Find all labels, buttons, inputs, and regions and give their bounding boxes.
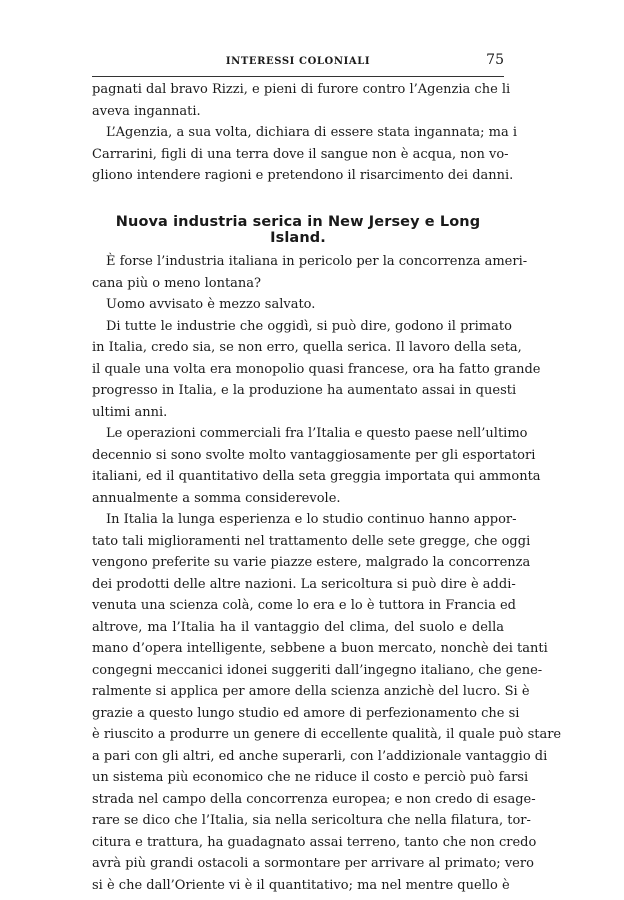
text-line: È forse l’industria italiana in pericolo per la concorrenza ameri- [106, 254, 528, 269]
text-line: Carrarini, figli di una terra dove il sangue non è acqua, non vo- [92, 146, 509, 162]
text-line: vengono preferite su varie piazze estere, malgrado la concorrenza [92, 555, 531, 570]
text-line: ralmente si applica per amore della scienza anzichè del lucro. Si è [92, 684, 530, 699]
text-line: annualmente a somma considerevole. [92, 490, 341, 506]
text-line: rare se dico che l’Italia, sia nella sericoltura che nella filatura, tor- [92, 813, 531, 828]
page-number: 75 [486, 52, 504, 68]
text-line: altrove, ma l’Italia ha il vantaggio del clima, del suolo e della [92, 619, 504, 635]
text-line: pagnati dal bravo Rizzi, e pieni di furore contro l’Agenzia che li [92, 82, 511, 97]
text-line: Le operazioni commerciali fra l’Italia e questo paese nell’ultimo [106, 426, 528, 441]
text-line: decennio si sono svolte molto vantaggiosamente per gli esportatori [92, 447, 536, 463]
text-line: In Italia la lunga esperienza e lo studio continuo hanno appor- [106, 512, 517, 527]
text-line: è riuscito a produrre un genere di eccellente qualità, il quale può stare [92, 727, 562, 742]
text-line: strada nel campo della concorrenza europea; e non credo di esage- [92, 791, 536, 807]
text-line: tato tali miglioramenti nel trattamento delle sete gregge, che oggi [92, 533, 531, 549]
text-line: cana più o meno lontana? [92, 275, 262, 291]
header-rule [92, 76, 504, 77]
text-line: Di tutte le industrie che oggidì, si può dire, godono il primato [106, 318, 512, 334]
text-line: il quale una volta era monopolio quasi francese, ora ha fatto grande [92, 361, 541, 377]
text-line: in Italia, credo sia, se non erro, quella serica. Il lavoro della seta, [92, 340, 522, 355]
text-line: congegni meccanici idonei suggeriti dall’ingegno italiano, che gene- [92, 662, 543, 678]
text-line: si è che dall’Oriente vi è il quantitativo; ma nel mentre quello è [92, 877, 510, 893]
text-line: un sistema più economico che ne riduce il costo e perciò può farsi [92, 770, 529, 785]
text-line: venuta una scienza colà, come lo era e lo è tuttora in Francia ed [92, 598, 516, 613]
text-line: avrà più grandi ostacoli a sormontare per arrivare al primato; vero [92, 856, 534, 871]
running-title: INTERESSI COLONIALI [225, 56, 371, 67]
text-line: L’Agenzia, a sua volta, dichiara di essere stata ingannata; ma i [106, 125, 518, 140]
text-line: progresso in Italia, e la produzione ha aumentato assai in questi [92, 383, 517, 398]
text-line: mano d’opera intelligente, sebbene a buon mercato, nonchè dei tanti [92, 641, 548, 656]
text-line: citura e trattura, ha guadagnato assai terreno, tanto che non credo [92, 834, 537, 850]
text-line: aveva ingannati. [92, 103, 201, 119]
preceding-paragraphs [92, 79, 518, 187]
text-line: Uomo avvisato è mezzo salvato. [106, 297, 316, 312]
text-line: a pari con gli altri, ed anche superarli, con l’addizionale vantaggio di [92, 748, 548, 764]
text-line: italiani, ed il quantitativo della seta greggia importata qui ammonta [92, 469, 541, 484]
text-line: ultimi anni. [92, 404, 168, 420]
page-header [92, 52, 504, 74]
text-line: grazie a questo lungo studio ed amore di perfezionamento che si [92, 705, 520, 721]
section-body [92, 251, 562, 896]
section-heading: Nuova industria serica in New Jersey e Long Island. [115, 214, 481, 246]
text-line: dei prodotti delle altre nazioni. La sericoltura si può dire è addi- [92, 576, 516, 592]
text-line: gliono intendere ragioni e pretendono il risarcimento dei danni. [92, 168, 514, 183]
